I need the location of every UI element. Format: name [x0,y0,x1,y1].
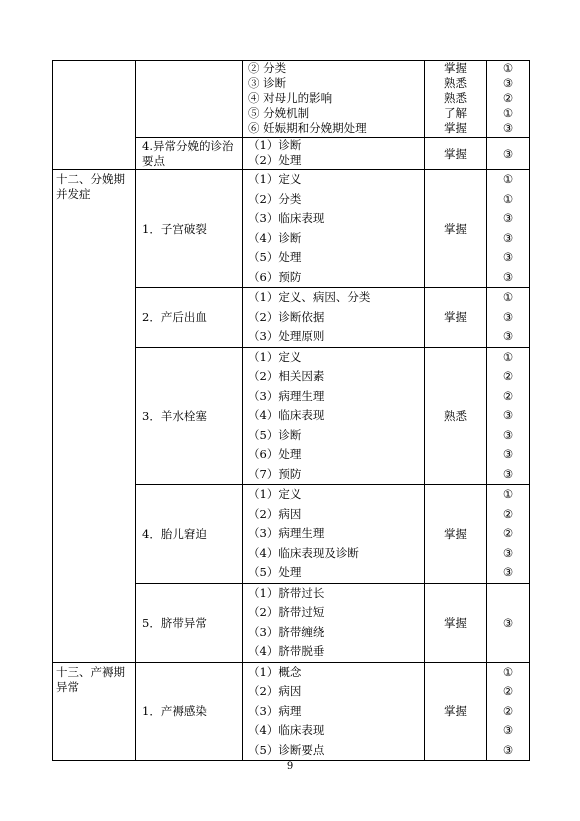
item-text: （7）预防 [248,466,302,481]
level-text: ③ [502,545,514,560]
item-text: （1）定义 [248,172,302,186]
topic-cell: 1．子宫破裂 [136,170,243,288]
level-text: ① [502,664,514,679]
item-text: （4）临床表现 [248,723,325,737]
level-cell [487,347,530,485]
item-text: （4）临床表现 [248,408,325,422]
level-text: ③ [502,742,514,757]
items-cell [243,583,425,662]
level-cell [487,138,530,170]
requirement-text: 掌握 [444,61,467,75]
level-text: ③ [502,329,514,343]
item-text: （4）脐带脱垂 [248,644,325,658]
level-text: ② [502,506,514,521]
item-text: （6）预防 [248,269,302,284]
level-text: ② [502,684,514,698]
level-text: ③ [502,146,514,161]
item-text: （3）脐带缠绕 [248,624,325,639]
level-text: ③ [502,250,514,264]
table-row [53,662,530,761]
level-cell [487,485,530,584]
level-text: ③ [502,408,514,422]
level-text: ① [502,290,514,304]
item-text: （3）临床表现 [248,211,325,225]
page-number: 9 [286,761,294,772]
item-text: （4）诊断 [248,230,302,245]
items-cell [243,61,425,138]
item-text: （2）病因 [248,684,302,698]
item-text: （3）病理生理 [248,526,325,540]
table-row [53,170,530,288]
level-text: ③ [502,447,514,461]
level-text: ③ [502,230,514,245]
level-cell [487,61,530,138]
level-text: ② [502,369,514,383]
item-text: （4）临床表现及诊断 [248,545,359,560]
item-text: ④ 对母儿的影响 [248,91,333,105]
item-text: （6）处理 [248,447,302,461]
level-text: ② [502,703,514,718]
requirement-cell [425,61,487,138]
level-text: ① [502,106,514,120]
level-text: ① [502,61,514,75]
requirement-cell: 掌握 [425,485,487,584]
item-text: （5）处理 [248,250,302,264]
item-text: （2）病因 [248,506,302,521]
items-cell [243,347,425,485]
item-text: ③ 诊断 [248,76,287,90]
level-text: ③ [502,211,514,225]
item-text: （2）处理 [248,153,302,167]
items-cell [243,485,425,584]
unit-cell [53,61,136,170]
requirement-text: 熟悉 [444,76,467,90]
level-cell [487,288,530,348]
requirement-text: 熟悉 [444,91,467,105]
level-text: ③ [502,466,514,481]
items-cell [243,288,425,348]
items-cell [243,170,425,288]
item-text: （1）概念 [248,664,302,679]
topic-cell [136,61,243,138]
item-text: （1）定义 [248,487,302,501]
level-text: ③ [502,427,514,442]
topic-cell: 4.异常分娩的诊治要点 [136,138,243,170]
topic-cell: 2．产后出血 [136,288,243,348]
item-text: （2）相关因素 [248,369,325,383]
topic-cell: 5．脐带异常 [136,583,243,662]
level-text: ② [502,91,514,105]
level-text: ① [502,191,514,206]
item-text: （2）脐带过短 [248,605,325,619]
item-text: ⑤ 分娩机制 [248,106,310,120]
level-cell [487,583,530,662]
item-text: （1）脐带过长 [248,585,325,600]
level-cell [487,662,530,761]
unit-cell: 十三、产褥期异常 [53,662,136,761]
item-text: （2）分类 [248,191,302,206]
requirement-text: 了解 [444,106,467,120]
item-text: ⑥ 妊娠期和分娩期处理 [248,121,367,135]
table-row [53,61,530,138]
level-cell [487,170,530,288]
item-text: （1）定义、病因、分类 [248,290,371,304]
item-text: （3）病理 [248,703,302,718]
level-text: ③ [502,76,514,90]
topic-cell: 3．羊水栓塞 [136,347,243,485]
level-text: ② [502,526,514,540]
item-text: （5）诊断要点 [248,742,325,757]
requirement-text: 掌握 [444,121,467,135]
unit-cell: 十二、分娩期并发症 [53,170,136,663]
level-text: ③ [502,269,514,284]
item-text: （5）处理 [248,565,302,579]
requirement-cell: 掌握 [425,662,487,761]
level-text: ① [502,487,514,501]
level-text: ③ [502,615,514,630]
requirement-cell: 掌握 [425,583,487,662]
items-cell [243,138,425,170]
level-text: ③ [502,121,514,135]
item-text: （2）诊断依据 [248,309,325,324]
item-text: （3）处理原则 [248,329,325,343]
topic-cell: 4．胎儿窘迫 [136,485,243,584]
level-text: ③ [502,723,514,737]
requirement-cell: 掌握 [425,138,487,170]
level-text: ② [502,388,514,403]
level-text: ① [502,349,514,364]
topic-cell: 1．产褥感染 [136,662,243,761]
item-text: ② 分类 [248,61,287,75]
syllabus-table [52,60,530,761]
requirement-cell: 熟悉 [425,347,487,485]
items-cell [243,662,425,761]
requirement-cell: 掌握 [425,288,487,348]
level-text: ③ [502,565,514,579]
item-text: （5）诊断 [248,427,302,442]
item-text: （1）诊断 [248,138,302,152]
item-text: （1）定义 [248,349,302,364]
requirement-cell: 掌握 [425,170,487,288]
level-text: ① [502,172,514,186]
level-text: ③ [502,309,514,324]
item-text: （3）病理生理 [248,388,325,403]
